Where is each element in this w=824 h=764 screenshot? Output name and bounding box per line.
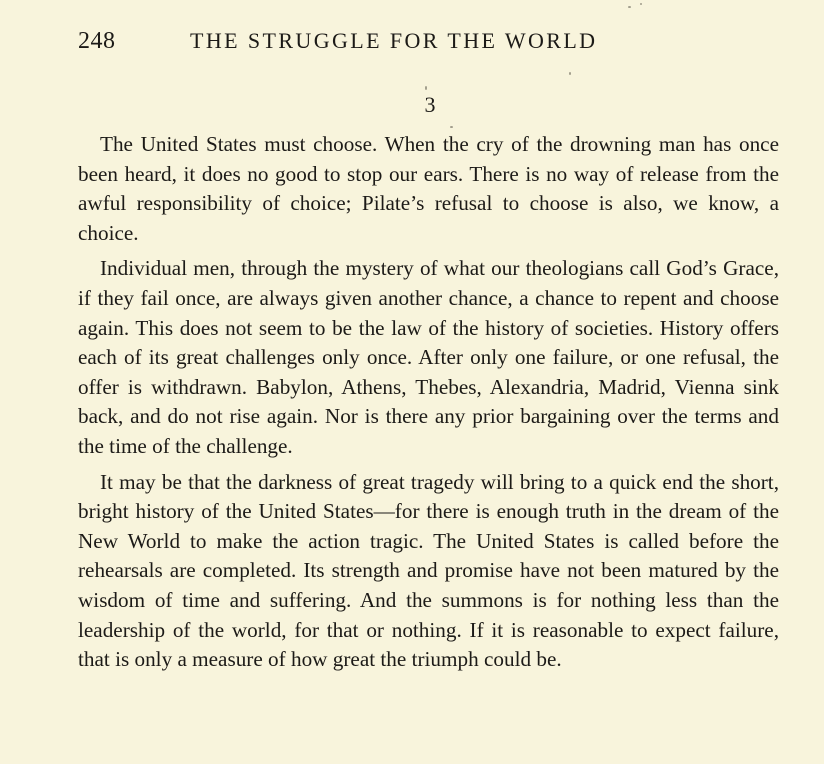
paragraph-1: The United States must choose. When the cry of the drowning man has once been heard, it does no good to stop our ears. There is no way of release from the awful responsibility of choice; Pilate’s refusal to choose is also, we know, a choice. xyxy=(78,132,779,245)
paragraph-2: Individual men, through the mystery of what our theologians call God’s Grace, if they fail once, are always given another chance, a chance to repent and choose again. This does not seem to be the law of the history of societies. History offers each of its great challenges only once. After only one failure, or one refusal, the offer is withdrawn. Babylon, Athens, Thebes, Alexandria, Madrid, Vienna sink back, and do not rise again. Nor is there any prior bargaining over the terms and the time of the challenge. xyxy=(78,256,779,458)
running-head xyxy=(78,28,778,60)
print-speck xyxy=(450,126,453,128)
paragraph-3: It may be that the darkness of great tragedy will bring to a quick end the short, bright history of the United States—for there is enough truth in the dream of the New World to make the action tragic. The United States is called before the rehearsals are completed. Its strength and promise have not been matured by the wisdom of time and suffering. And the summons is for nothing less than the leadership of the world, for that or nothing. If it is reasonable to expect failure, that is only a measure of how great the triumph could be. xyxy=(78,469,779,672)
body-text xyxy=(78,130,779,681)
section-number: 3 xyxy=(424,92,436,117)
print-speck xyxy=(425,86,427,90)
running-title: THE STRUGGLE FOR THE WORLD xyxy=(190,28,598,53)
print-speck xyxy=(569,72,571,75)
page-number: 248 xyxy=(78,28,116,54)
print-speck xyxy=(640,3,642,5)
print-speck xyxy=(628,6,631,8)
